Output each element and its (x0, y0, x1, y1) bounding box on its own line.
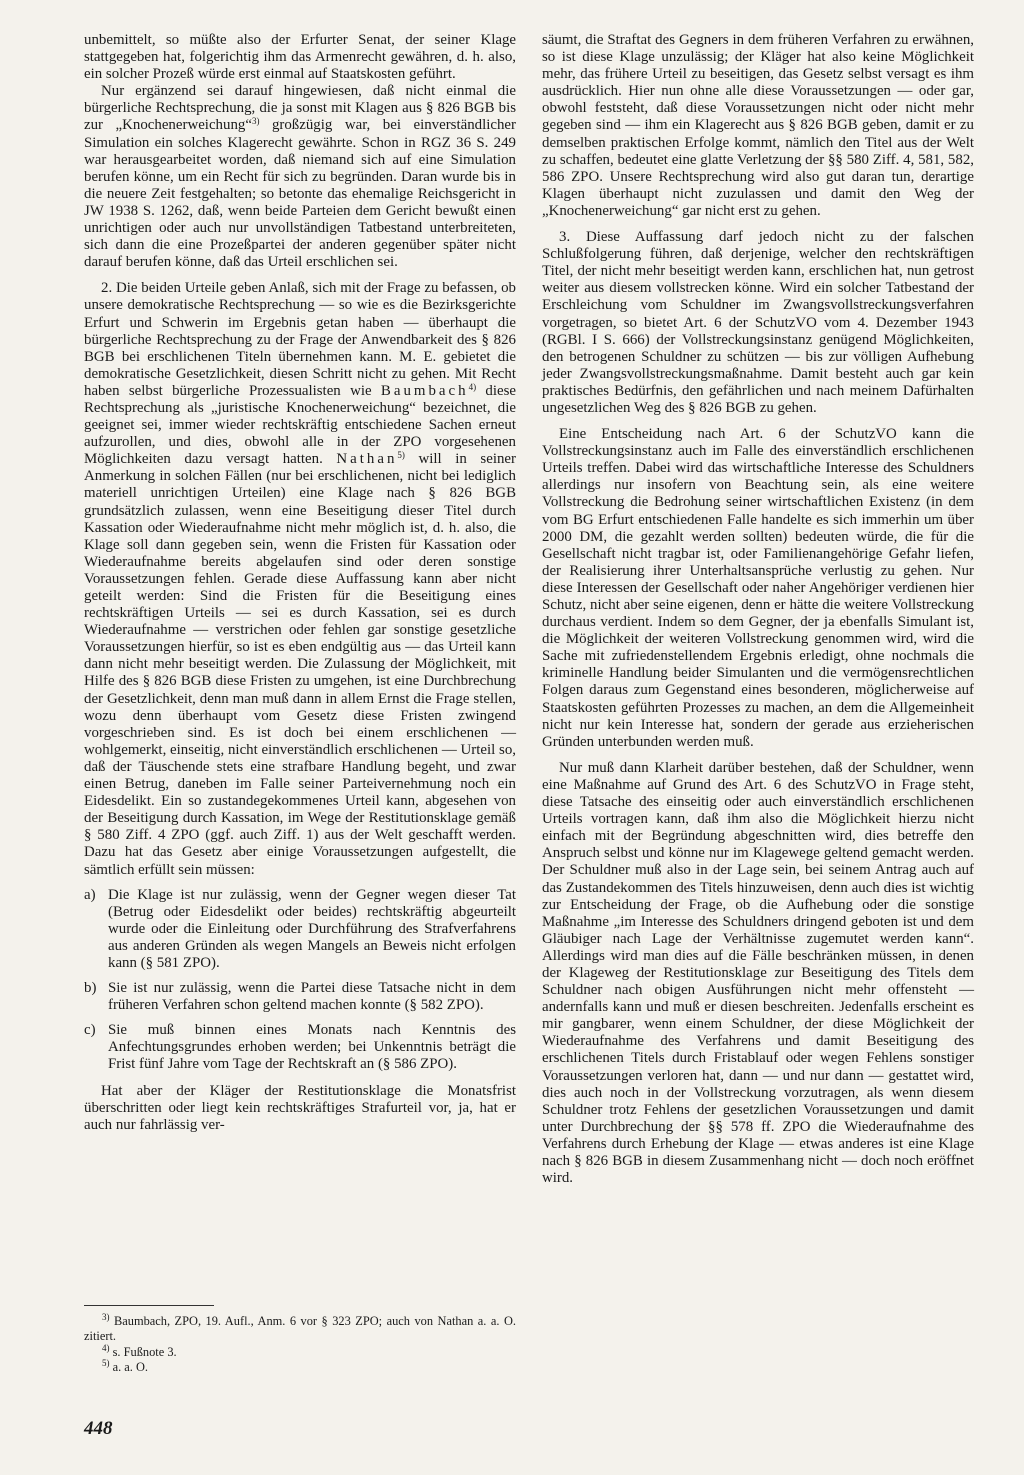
list-item (84, 887, 516, 972)
footnotes (84, 1314, 516, 1376)
list-label: a) (84, 886, 96, 903)
list-text: Sie muß binnen eines Monats nach Kenntnis des Anfechtungsgrundes erhoben werden; bei Unkenntnis beträgt die Frist fünf Jahre vom Tage der Rechtskraft an (§ 586 ZPO). (108, 1022, 516, 1073)
paragraph: Nur ergänzend sei darauf hingewiesen, daß nicht einmal die bürgerliche Rechtsprechung, die ja sonst mit Klagen aus § 826 BGB bis zur „Knochenerweichung“$^{3)}$ großzügig war, bei einverständlicher Simulation ein solches Klagerecht gewährte. Schon in RGZ 36 S. 249 war herausgearbeitet worden, daß niemand sich auf eine Simulation berufen könne, um ein Recht für sich zu begründen. Daran wurde bis in die neuere Zeit festgehalten; so betonte das ehemalige Reichsgericht in JW 1938 S. 1262, daß, wenn beide Parteien dem Gericht bewußt einen unrichtigen oder auch nur unvollständigen Tatbestand unterbreiteten, sich dann die eine Prozeßpartei der anderen gegenüber später nicht darauf berufen könne, daß das Urteil erschlichen sei. (84, 83, 516, 271)
list-text: Sie ist nur zulässig, wenn die Partei diese Tatsache nicht in dem früheren Verfahren schon geltend machen konnte (§ 582 ZPO). (108, 980, 516, 1014)
list-item (84, 980, 516, 1014)
paragraph: 3. Diese Auffassung darf jedoch nicht zu der falschen Schlußfolgerung führen, daß derjenige, welcher den rechtskräftigen Titel, der nicht mehr beseitigt werden kann, erschlichen hat, nun getrost weiter aus diesem vollstrecken könne. Wird ein solcher Tatbestand der Erschleichung vom Schuldner im Zwangsvollstreckungsverfahren vorgetragen, so bietet Art. 6 der SchutzVO vom 4. Dezember 1943 (RGBl. I S. 666) der Vollstreckungsinstanz genügend Möglichkeiten, den betrogenen Schuldner zu schützen — bis zur völligen Aufhebung jeder Zwangsvollstreckungsmaßnahme. Damit besteht auch gar kein praktisches Bedürfnis, den gefährlichen und nach meinem Dafürhalten ungesetzlichen Weg des § 826 BGB zu gehen. (542, 229, 974, 416)
footnote-ref: 5) (397, 450, 405, 461)
paragraph: 2. Die beiden Urteile geben Anlaß, sich mit der Frage zu befassen, ob unsere demokratische Rechtsprechung — so wie es die Bezirksgerichte Erfurt und Schwerin im Ergebnis getan haben — überhaupt die bürgerliche Rechtsprechung zu der Frage der Anwendbarkeit des § 826 BGB bei erschlichenen Titeln übernehmen kann. M. E. gebietet die demokratische Gesetzlichkeit, diesen Schritt nicht zu gehen. Mit Recht haben selbst bürgerliche Prozessualisten wie Baumbach$^{4)}$ diese Rechtsprechung als „juristische Knochenerweichung“ bezeichnet, die geeignet sei, immer wieder rechtskräftig entschiedene Sachen erneut aufzurollen, und dies, obwohl alle in der ZPO vorgesehenen Möglichkeiten dazu versagt hatten. Nathan$^{5)}$ will in seiner Anmerkung in solchen Fällen (nur bei erschlichenen, nicht bei lediglich materiell unrichtigen Urteilen) eine Klage nach § 826 BGB grundsätzlich zulassen, wenn eine Beseitigung dieser Titel durch Kassation oder Wiederaufnahme nicht mehr möglich ist, d. h. also, die Klage soll dann gegeben sein, wenn die Fristen für Kassation oder Wiederaufnahme bereits abgelaufen sind oder deren sonstige Voraussetzungen fehlen. Gerade diese Auffassung kann aber nicht geteilt werden: Sind die Fristen für die Beseitigung eines rechtskräftigen Urteils — sei es durch Kassation, sei es durch Wiederaufnahme — verstrichen oder fehlen gar sonstige gesetzliche Voraussetzungen hierfür, so ist es eben endgültig aus — das Urteil kann dann nicht mehr beseitigt werden. Die Zulassung der Möglichkeit, mit Hilfe des § 826 BGB diese Fristen zu umgehen, ist eine Durchbrechung der Gesetzlichkeit, denn man muß dann in allem Ernst die Frage stellen, wozu denn überhaupt vom Gesetz diese Fristen zwingend vorgeschrieben sind. Es ist doch bei einem erschlichenen — wohlgemerkt, einseitig, nicht einverständlich erschlichenen — Urteil so, daß der Täuschende stets eine strafbare Handlung begeht, und zwar einen Betrug, daneben im Falle seiner Parteivernehmung noch ein Eidesdelikt. Ein so zustandegekommenes Urteil kann, abgesehen von der Beseitigung durch Kassation, im Wege der Restitutionsklage gemäß § 580 Ziff. 4 ZPO (ggf. auch Ziff. 1) aus der Welt geschafft werden. Dazu hat das Gesetz aber einige Voraussetzungen aufgestellt, die sämtlich erfüllt sein müssen: (84, 280, 517, 878)
footnote: $^{5)}$ a. a. O. (102, 1358, 149, 1375)
footnote: $^{3)}$ Baumbach, ZPO, 19. Aufl., Anm. 6 vor § 323 ZPO; auch von Nathan a. a. O. zitiert. (84, 1312, 516, 1344)
paragraph: unbemittelt, so müßte also der Erfurter Senat, der seiner Klage stattgegeben hat, folgerichtig ihm das Armenrecht gewähren, d. h. also, ein solcher Prozeß würde erst einmal auf Staatskosten geführt. (84, 32, 516, 83)
requirements-list (84, 887, 516, 1074)
list-label: c) (84, 1022, 96, 1039)
list-label: b) (84, 980, 97, 997)
footnote-divider (84, 1305, 214, 1306)
list-item (84, 1022, 516, 1073)
paragraph: säumt, die Straftat des Gegners in dem früheren Verfahren zu erwähnen, so ist diese Klage unzulässig; der Kläger hat also keine Möglichkeit mehr, das frühere Urteil zu beseitigen, das Gesetz selbst versagt es ihm ausdrücklich. Hier nun ohne alle diese Voraussetzungen — oder gar, obwohl feststeht, daß diese Voraussetzungen nicht oder nicht mehr gegeben sind — ihm ein Klagerecht aus § 826 BGB geben, damit er zu demselben praktischen Erfolge kommt, nämlich den Titel aus der Welt zu schaffen, bedeutet eine glatte Verletzung der §§ 580 Ziff. 4, 581, 582, 586 ZPO. Unsere Rechtsprechung wird also gut daran tun, derartige Klagen überhaupt nicht zuzulassen und damit den Weg der „Knochenerweichung“ gar nicht erst zu gehen. (542, 32, 974, 219)
footnote: $^{4)}$ s. Fußnote 3. (102, 1342, 177, 1359)
author-name: Nathan (336, 451, 398, 468)
left-column (84, 32, 516, 1134)
paragraph: Eine Entscheidung nach Art. 6 der SchutzVO kann die Vollstreckungsinstanz auch im Falle des einverständlich erschlichenen Urteils treffen. Dabei wird das wirtschaftliche Interesse des Schuldners allerdings nur insofern von Beachtung sein, als eine weitere Vollstreckung die Bedrohung seiner wirtschaftlichen Existenz (in dem vom BG Erfurt entschiedenen Falle handelte es sich immerhin um über 2000 DM, die gezahlt werden sollten) bedeuten würde, die für die Gesellschaft nicht tragbar ist, oder Familienangehörige Gefahr liefen, der Realisierung ihrer Unterhaltsansprüche verlustig zu gehen. Nur diese Interessen der Gesellschaft oder naher Angehöriger verdienen hier Schutz, nicht aber seine eigenen, denn er hätte die weitere Vollstreckung durchaus verdient. Indem so dem Gegner, der ja ebenfalls Simulant ist, die Möglichkeit der weiteren Vollstreckung genommen wird, wird die Sache mit zufriedenstellendem Ergebnis erledigt, ohne nochmals die kriminelle Handlung beider Simulanten und die vermögensrechtlichen Folgen daraus zum Gegenstand eines besonderen, möglicherweise auf Staatskosten geführten Prozesses zu machen, an dem die Allgemeinheit nicht nur kein Interesse hat, sondern der gerade aus erzieherischen Gründen unterbunden werden muß. (542, 426, 974, 750)
author-name: Baumbach (380, 382, 469, 399)
paragraph: Hat aber der Kläger der Restitutionsklage die Monatsfrist überschritten oder liegt kein rechtskräftiges Strafurteil vor, ja, hat er auch nur fahrlässig ver- (84, 1082, 516, 1133)
right-column (542, 32, 974, 1187)
page-number: 448 (84, 1418, 113, 1439)
footnote-ref: 4) (468, 381, 477, 392)
list-text: Die Klage ist nur zulässig, wenn der Gegner wegen dieser Tat (Betrug oder Eidesdelikt oder beides) rechtskräftig abgeurteilt wurde oder die Einleitung oder Durchführung des Strafverfahrens aus anderen Gründen als wegen Mangels an Beweis nicht erfolgen kann (§ 581 ZPO). (108, 886, 516, 971)
footnote-ref: 3) (251, 116, 260, 127)
paragraph: Nur muß dann Klarheit darüber bestehen, daß der Schuldner, wenn eine Maßnahme auf Grund des Art. 6 des SchutzVO in Frage steht, diese Tatsache des einseitig oder auch einverständlich erschlichenen Urteils vortragen kann, daß ihm also die Möglichkeit hierzu nicht einfach mit der Begründung abgeschnitten wird, dies betreffe den Anspruch selbst und könne nur im Klagewege geltend gemacht werden. Der Schuldner muß also in der Lage sein, bei seinem Antrag auch auf das Zustandekommen des Titels hinzuweisen, denn auch dies ist wichtig zur Entscheidung der Frage, ob die Aufhebung oder die sonstige Maßnahme „im Interesse des Schuldners dringend geboten ist und dem Gläubiger nach Lage der Verhältnisse zugemutet werden kann“. Allerdings wird man dies auf die Fälle beschränken müssen, in denen der Klageweg der Restitutionsklage zur Beseitigung des Titels dem Schuldner nach obigen Ausführungen nicht mehr offensteht — andernfalls kann und muß er diesen beschreiten. Jedenfalls erscheint es mir gangbarer, wenn einem Schuldner, der diese Möglichkeit der Wiederaufnahme des Verfahrens und damit Beseitigung des erschlichenen Titels durch Fristablauf oder wegen Fehlens sonstiger Voraussetzungen verloren hat, dann — und nur dann — gestattet wird, dies auch noch in der Vollstreckung vorzutragen, als wenn diesem Schuldner trotz Fehlens der gesetzlichen Voraussetzungen und damit unter Durchbrechung der §§ 578 ff. ZPO die Wiederaufnahme des Verfahrens durch Erhebung der Klage — etwas anderes ist eine Klage nach § 826 BGB in diesem Zusammenhang nicht — doch noch eröffnet wird. (542, 759, 974, 1187)
